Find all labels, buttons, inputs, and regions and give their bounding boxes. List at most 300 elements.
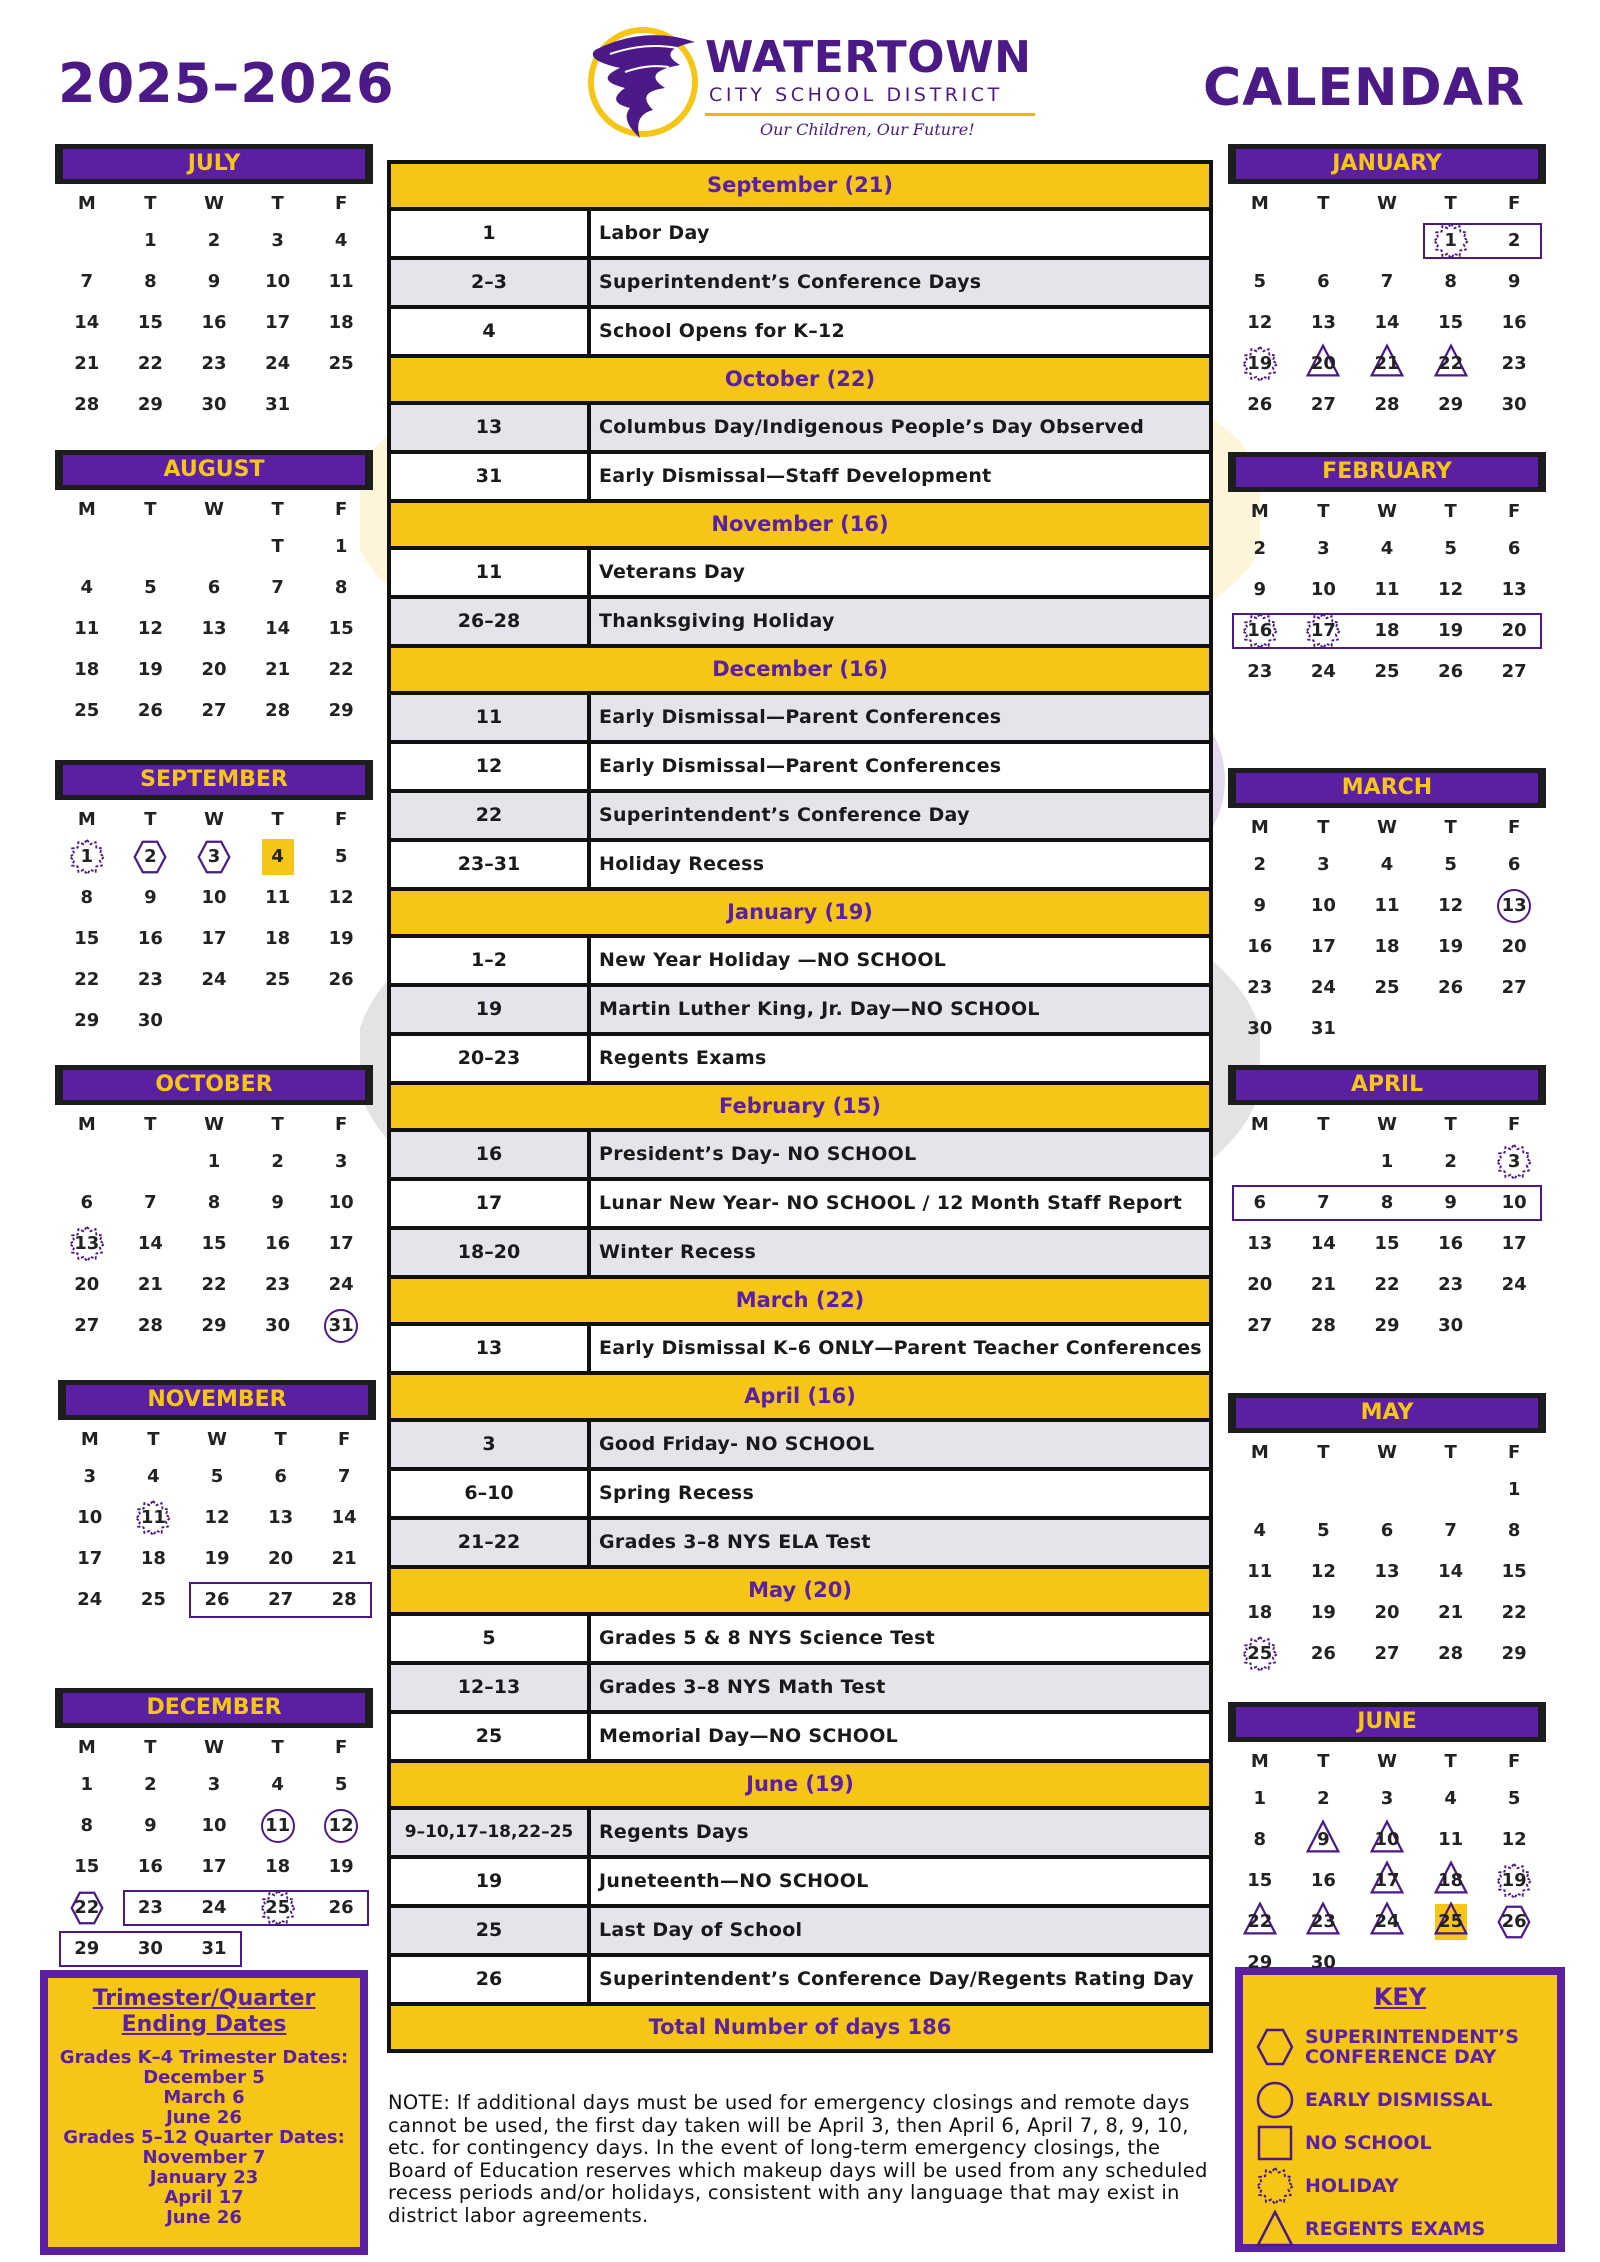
month-header (1228, 452, 1546, 492)
day-cell (1419, 651, 1483, 692)
day-cell (55, 1182, 119, 1223)
month-header (55, 1065, 373, 1105)
day-number: 8 (80, 887, 94, 908)
event-row (391, 599, 1209, 644)
month-name: JANUARY (1236, 149, 1538, 179)
day-cell (182, 302, 246, 343)
day-number: 12 (1501, 1829, 1527, 1850)
day-cell (1419, 569, 1483, 610)
weekday-header: M (1250, 1442, 1269, 1463)
day-number: 7 (1380, 271, 1394, 292)
day-number: 23 (201, 353, 227, 374)
day-number: 29 (74, 1010, 100, 1031)
day-number: 16 (137, 928, 163, 949)
day-cell (1228, 1901, 1292, 1942)
key-item-early-dismissal (1255, 2080, 1493, 2120)
month-calendar-april (1228, 1065, 1546, 1346)
weekday-header: M (77, 1114, 96, 1135)
square-icon (1255, 2123, 1295, 2163)
day-cell (246, 1887, 310, 1928)
weekday-header: T (1444, 1751, 1457, 1772)
day-number: 19 (1438, 620, 1464, 641)
day-cell (1355, 1592, 1419, 1633)
k4-label: Grades K–4 Trimester Dates: (59, 2047, 349, 2068)
day-cell (1419, 1860, 1483, 1901)
weekday-header: M (1250, 817, 1269, 838)
event-description: Superintendent’s Conference Day/Regents Rating Day (591, 1957, 1209, 2002)
day-number: 19 (204, 1548, 230, 1569)
day-cell (312, 1538, 376, 1579)
day-cell (119, 959, 183, 1000)
day-cell (1228, 610, 1292, 651)
day-number: 2 (1317, 1788, 1330, 1809)
day-number: 21 (137, 1274, 163, 1295)
day-cell (246, 649, 310, 690)
event-date: 13 (391, 405, 587, 450)
tornado-logo-icon (585, 20, 705, 145)
g512-date: January 23 (149, 2167, 259, 2188)
month-header (1228, 1393, 1546, 1433)
day-cell (246, 877, 310, 918)
day-number: 10 (328, 1192, 354, 1213)
day-cell (185, 1456, 249, 1497)
weekday-header: W (1377, 1114, 1397, 1135)
weekday-header: M (80, 1429, 99, 1450)
event-row (391, 211, 1209, 256)
day-cell (1482, 343, 1546, 384)
day-cell (246, 1264, 310, 1305)
day-number: 8 (144, 271, 157, 292)
month-day-grid (1228, 188, 1546, 425)
event-description: Good Friday- NO SCHOOL (591, 1422, 1209, 1467)
day-number: 17 (328, 1233, 354, 1254)
event-row (391, 842, 1209, 887)
day-number: 14 (1438, 1561, 1464, 1582)
day-cell (1228, 1182, 1292, 1223)
day-number: 25 (1438, 1911, 1464, 1932)
day-number: 24 (1310, 977, 1336, 998)
weekday-header: F (1508, 1751, 1521, 1772)
day-cell (55, 608, 119, 649)
day-number: 19 (1310, 1602, 1336, 1623)
day-number: 19 (1247, 353, 1273, 374)
event-row (391, 1132, 1209, 1177)
day-number: 28 (1438, 1643, 1464, 1664)
day-cell (1228, 569, 1292, 610)
day-number: 21 (1438, 1602, 1464, 1623)
day-number: 7 (337, 1466, 351, 1487)
day-cell (119, 1846, 183, 1887)
day-number: 23 (265, 1274, 291, 1295)
day-cell (1292, 1305, 1356, 1346)
day-number: 30 (201, 394, 227, 415)
day-cell (182, 1141, 246, 1182)
g512-date: June 26 (166, 2207, 242, 2228)
day-number: 18 (1374, 620, 1400, 641)
day-number: 24 (328, 1274, 354, 1295)
day-number: 17 (1310, 936, 1336, 957)
day-cell (1482, 384, 1546, 425)
event-description: Regents Exams (591, 1036, 1209, 1081)
day-cell (182, 1223, 246, 1264)
day-number: 10 (1374, 1829, 1400, 1850)
weekday-header: M (77, 193, 96, 214)
day-cell (1482, 844, 1546, 885)
weekday-header: W (204, 193, 224, 214)
day-number: 1 (80, 846, 94, 867)
day-number: 29 (1438, 394, 1464, 415)
day-cell (1482, 1592, 1546, 1633)
day-cell (122, 1538, 186, 1579)
day-cell (246, 1305, 310, 1346)
day-number: 2 (1253, 854, 1267, 875)
event-date: 23–31 (391, 842, 587, 887)
day-cell (309, 261, 373, 302)
day-cell (1292, 844, 1356, 885)
day-number: 10 (1310, 579, 1336, 600)
event-row (391, 1957, 1209, 2002)
day-number: 19 (137, 659, 163, 680)
day-cell (182, 690, 246, 731)
day-number: 18 (265, 1856, 291, 1877)
day-number: 21 (74, 353, 100, 374)
day-cell (58, 1497, 122, 1538)
day-cell (119, 608, 183, 649)
k4-date: March 6 (163, 2087, 245, 2108)
day-number: 23 (137, 1897, 163, 1918)
day-cell (182, 959, 246, 1000)
day-cell (182, 1305, 246, 1346)
day-number: 9 (144, 1815, 157, 1836)
month-day-grid (1228, 812, 1546, 1049)
day-number: 20 (1310, 353, 1336, 374)
month-day-grid (58, 1424, 376, 1620)
day-cell (1355, 1141, 1419, 1182)
event-description: Superintendent’s Conference Day (591, 793, 1209, 838)
weekday-header: T (144, 809, 157, 830)
day-number: 4 (1380, 538, 1394, 559)
day-number: 1 (1253, 1788, 1267, 1809)
day-number: 28 (1310, 1315, 1336, 1336)
day-number: 28 (74, 394, 100, 415)
event-description: School Opens for K–12 (591, 309, 1209, 354)
day-cell (309, 1887, 373, 1928)
day-cell (1292, 1633, 1356, 1674)
day-cell (1482, 1469, 1546, 1510)
day-cell (1419, 844, 1483, 885)
event-date: 26–28 (391, 599, 587, 644)
day-cell (182, 918, 246, 959)
day-cell (1228, 343, 1292, 384)
day-number: 4 (1380, 854, 1394, 875)
day-cell (1419, 343, 1483, 384)
day-number: 25 (265, 969, 291, 990)
day-cell (1355, 1819, 1419, 1860)
event-row (391, 938, 1209, 983)
day-number: 22 (74, 969, 100, 990)
day-number: 18 (328, 312, 354, 333)
day-number: 13 (1501, 579, 1527, 600)
weekday-header: T (271, 1737, 284, 1758)
day-cell (55, 1305, 119, 1346)
day-cell (182, 261, 246, 302)
day-number: 15 (137, 312, 163, 333)
month-name: SEPTEMBER (63, 765, 365, 795)
day-number: 5 (144, 577, 157, 598)
event-month-header: November (16) (391, 503, 1209, 546)
day-cell (309, 302, 373, 343)
day-number: 13 (268, 1507, 294, 1528)
day-number: 14 (1310, 1233, 1336, 1254)
day-cell (246, 302, 310, 343)
event-month-header: February (15) (391, 1085, 1209, 1128)
day-cell (246, 836, 310, 877)
day-number: 9 (271, 1192, 284, 1213)
day-cell (119, 1000, 183, 1041)
day-number: 4 (271, 1774, 284, 1795)
event-month-header: April (16) (391, 1375, 1209, 1418)
day-number: T (271, 536, 284, 557)
day-number: 26 (1438, 661, 1464, 682)
day-cell (55, 959, 119, 1000)
day-number: 1 (1444, 230, 1457, 251)
event-row (391, 550, 1209, 595)
month-calendar-july (55, 144, 373, 425)
event-row (391, 744, 1209, 789)
day-cell (185, 1497, 249, 1538)
day-number: 9 (207, 271, 221, 292)
day-cell (122, 1497, 186, 1538)
day-number: 5 (334, 1774, 348, 1795)
day-cell (1292, 1551, 1356, 1592)
day-number: 5 (334, 846, 348, 867)
day-cell (309, 1182, 373, 1223)
event-row (391, 1616, 1209, 1661)
event-month-header: March (22) (391, 1279, 1209, 1322)
day-cell (246, 959, 310, 1000)
day-number: 16 (1501, 312, 1527, 333)
day-number: 9 (144, 887, 157, 908)
month-name: AUGUST (63, 455, 365, 485)
day-cell (1482, 1633, 1546, 1674)
day-number: 31 (201, 1938, 227, 1959)
day-cell (1292, 1008, 1356, 1049)
day-number: 28 (137, 1315, 163, 1336)
g512-date: April 17 (164, 2187, 244, 2208)
day-number: 15 (1374, 1233, 1400, 1254)
day-number: 22 (1247, 1911, 1273, 1932)
day-cell (309, 1805, 373, 1846)
day-cell (1419, 1551, 1483, 1592)
day-number: 9 (1317, 1829, 1330, 1850)
month-header (55, 450, 373, 490)
day-cell (1355, 1008, 1419, 1049)
day-number: 30 (1438, 1315, 1464, 1336)
day-cell (1228, 1008, 1292, 1049)
day-cell (309, 836, 373, 877)
day-cell (119, 1305, 183, 1346)
day-number: 1 (144, 230, 157, 251)
day-number: 17 (201, 928, 227, 949)
event-date: 4 (391, 309, 587, 354)
day-cell (1292, 1141, 1356, 1182)
day-cell (1228, 1551, 1292, 1592)
day-number: 2 (1507, 230, 1521, 251)
event-month-header: January (19) (391, 891, 1209, 934)
weekday-header: M (77, 499, 96, 520)
day-cell (1355, 528, 1419, 569)
weekday-header: W (1377, 817, 1397, 838)
weekday-header: M (77, 809, 96, 830)
g512-date: November 7 (142, 2147, 266, 2168)
day-cell (1355, 1633, 1419, 1674)
event-date: 2–3 (391, 260, 587, 305)
day-cell (1355, 302, 1419, 343)
day-number: 19 (328, 1856, 354, 1877)
day-number: 7 (144, 1192, 157, 1213)
day-cell (1228, 261, 1292, 302)
month-header (1228, 768, 1546, 808)
day-cell (1292, 302, 1356, 343)
day-number: 16 (1438, 1233, 1464, 1254)
day-cell (182, 608, 246, 649)
day-cell (1419, 967, 1483, 1008)
day-number: 9 (1253, 895, 1267, 916)
day-cell (119, 220, 183, 261)
event-date: 25 (391, 1908, 587, 1953)
month-header (1228, 1702, 1546, 1742)
day-cell (119, 1182, 183, 1223)
day-cell (1355, 384, 1419, 425)
day-number: 30 (1310, 1952, 1336, 1973)
weekday-header: F (335, 499, 348, 520)
day-cell (1292, 1469, 1356, 1510)
day-number: 29 (137, 394, 163, 415)
day-number: 4 (334, 230, 348, 251)
day-cell (1355, 261, 1419, 302)
day-number: 5 (1444, 538, 1457, 559)
event-description: Superintendent’s Conference Days (591, 260, 1209, 305)
day-cell (1482, 610, 1546, 651)
day-number: 10 (265, 271, 291, 292)
weekday-header: T (271, 1114, 284, 1135)
day-cell (309, 567, 373, 608)
day-number: 5 (1317, 1520, 1330, 1541)
day-number: 1 (80, 1774, 94, 1795)
weekday-header: W (1377, 1751, 1397, 1772)
weekday-header: T (144, 499, 157, 520)
day-cell (1419, 885, 1483, 926)
day-number: 16 (1247, 936, 1273, 957)
event-month-header: September (21) (391, 164, 1209, 207)
day-cell (1355, 844, 1419, 885)
day-number: 25 (265, 1897, 291, 1918)
day-number: 13 (1310, 312, 1336, 333)
k4-date: June 26 (166, 2107, 242, 2128)
day-number: 8 (1507, 1520, 1521, 1541)
day-number: 18 (74, 659, 100, 680)
event-row (391, 695, 1209, 740)
day-cell (1482, 528, 1546, 569)
day-cell (1482, 220, 1546, 261)
day-number: 18 (1247, 1602, 1273, 1623)
day-cell (182, 384, 246, 425)
day-number: 25 (1374, 977, 1400, 998)
day-cell (309, 1000, 373, 1041)
day-cell (182, 526, 246, 567)
day-cell (246, 1846, 310, 1887)
day-number: 3 (1507, 1151, 1521, 1172)
day-number: 30 (265, 1315, 291, 1336)
day-cell (182, 1764, 246, 1805)
day-cell (1228, 1592, 1292, 1633)
day-number: 10 (1310, 895, 1336, 916)
day-number: 27 (1501, 661, 1527, 682)
day-number: 6 (1380, 1520, 1394, 1541)
weekday-header: T (1444, 193, 1457, 214)
day-cell (55, 918, 119, 959)
day-cell (119, 343, 183, 384)
event-row (391, 1471, 1209, 1516)
day-number: 13 (1374, 1561, 1400, 1582)
weekday-header: F (1508, 501, 1521, 522)
event-row (391, 1230, 1209, 1275)
day-cell (1355, 1551, 1419, 1592)
day-number: 11 (140, 1507, 166, 1528)
day-cell (1482, 885, 1546, 926)
weekday-header: F (335, 1737, 348, 1758)
event-date: 19 (391, 1859, 587, 1904)
day-number: 17 (1501, 1233, 1527, 1254)
day-cell (1292, 1592, 1356, 1633)
day-cell (1292, 1264, 1356, 1305)
event-description: Lunar New Year- NO SCHOOL / 12 Month Staff Report (591, 1181, 1209, 1226)
day-number: 19 (1438, 936, 1464, 957)
day-cell (246, 1182, 310, 1223)
day-cell (182, 567, 246, 608)
weekday-header: T (144, 1737, 157, 1758)
day-cell (1419, 1633, 1483, 1674)
day-number: 6 (1253, 1192, 1267, 1213)
month-name: JULY (63, 149, 365, 179)
event-description: Thanksgiving Holiday (591, 599, 1209, 644)
day-cell (309, 1264, 373, 1305)
event-date: 16 (391, 1132, 587, 1177)
day-number: 6 (80, 1192, 94, 1213)
day-cell (1355, 967, 1419, 1008)
day-cell (1482, 569, 1546, 610)
day-number: 8 (334, 577, 348, 598)
day-cell (55, 1928, 119, 1969)
day-number: 16 (137, 1856, 163, 1877)
district-name: WATERTOWN (705, 32, 1032, 83)
day-number: 20 (201, 659, 227, 680)
day-number: 21 (1374, 353, 1400, 374)
day-number: 26 (328, 969, 354, 990)
event-description: Grades 3–8 NYS Math Test (591, 1665, 1209, 1710)
day-cell (119, 1887, 183, 1928)
day-cell (1355, 1778, 1419, 1819)
month-header (58, 1380, 376, 1420)
day-cell (1228, 926, 1292, 967)
day-number: 10 (201, 1815, 227, 1836)
day-cell (1482, 1008, 1546, 1049)
day-cell (1228, 967, 1292, 1008)
weekday-header: T (271, 499, 284, 520)
day-number: 22 (137, 353, 163, 374)
day-cell (119, 918, 183, 959)
day-number: 14 (74, 312, 100, 333)
